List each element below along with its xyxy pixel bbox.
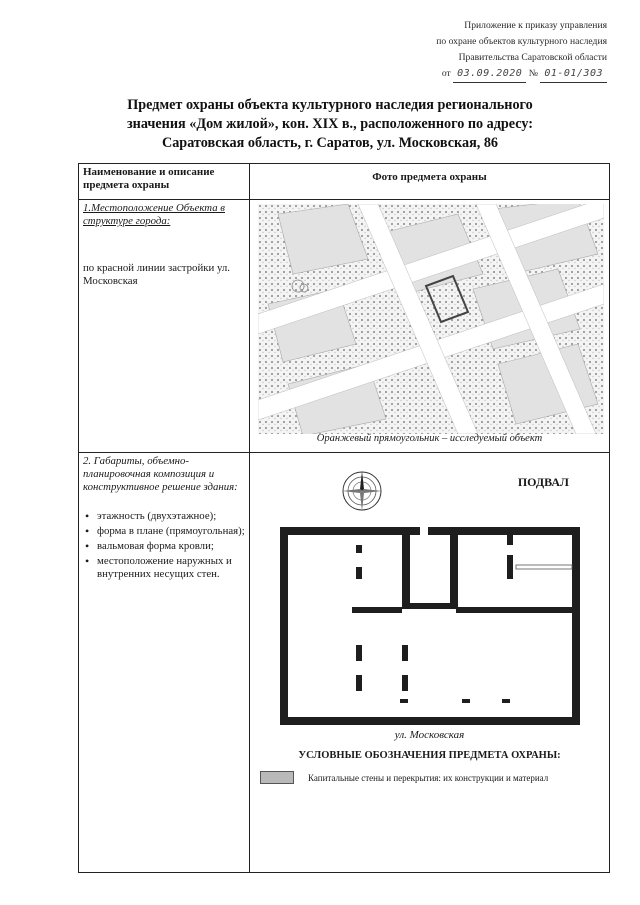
approval-block [347, 18, 607, 83]
approval-number: 01-01/303 [540, 66, 607, 83]
table-header-row [79, 164, 610, 200]
property-list [83, 510, 245, 581]
title-line-2: значения «Дом жилой», кон. XIX в., расположенного по адресу: [126, 116, 534, 132]
location-photo-cell [250, 200, 610, 453]
legend-row [260, 771, 548, 784]
column-header-description: Наименование и описание предмета охраны [79, 164, 250, 200]
compass-rose-icon [340, 469, 384, 518]
table-row-location [79, 200, 610, 453]
column-header-photo: Фото предмета охраны [250, 164, 610, 200]
location-heading: 1.Местоположение Объекта в структуре города: [83, 202, 225, 227]
list-item: • форма в плане (прямоугольная); [83, 525, 245, 538]
dimensions-photo-cell [250, 453, 610, 873]
list-item: • этажность (двухэтажное); [83, 510, 245, 523]
table-row-dimensions [79, 453, 610, 873]
street-label: ул. Московская [394, 729, 465, 741]
plan-title: ПОДВАЛ [517, 475, 569, 489]
approval-line-2: по охране объектов культурного наследия [436, 36, 607, 47]
legend-title: УСЛОВНЫЕ ОБОЗНАЧЕНИЯ ПРЕДМЕТА ОХРАНЫ: [298, 750, 561, 761]
location-text: по красной линии застройки ул. Московская [83, 262, 230, 287]
city-map [258, 204, 604, 434]
approval-date-line [347, 66, 607, 83]
protection-subject-table [78, 163, 610, 873]
approval-line-3: Правительства Саратовской области [458, 52, 607, 63]
legend-swatch [260, 771, 294, 784]
approval-date: 03.09.2020 [453, 66, 526, 83]
from-label: от [441, 68, 451, 79]
document-title [60, 96, 600, 153]
dimensions-heading: 2. Габариты, объемно-планировочная композиция и конструктивное решение здания: [83, 455, 238, 493]
map-caption: Оранжевый прямоугольник – исследуемый объект [316, 433, 543, 444]
dimensions-description-cell [79, 453, 250, 873]
approval-line-1: Приложение к приказу управления [464, 20, 607, 31]
basement-floor-plan [280, 527, 580, 730]
title-line-1: Предмет охраны объекта культурного наследия регионального [127, 97, 533, 113]
list-item: • вальмовая форма кровли; [83, 540, 245, 553]
location-description-cell [79, 200, 250, 453]
list-item: • местоположение наружных и внутренних несущих стен. [83, 555, 245, 581]
number-label: № [528, 68, 538, 79]
legend-item-label: Капитальные стены и перекрытия: их конструкции и материал [308, 772, 549, 783]
title-line-3: Саратовская область, г. Саратов, ул. Московская, 86 [161, 135, 499, 151]
